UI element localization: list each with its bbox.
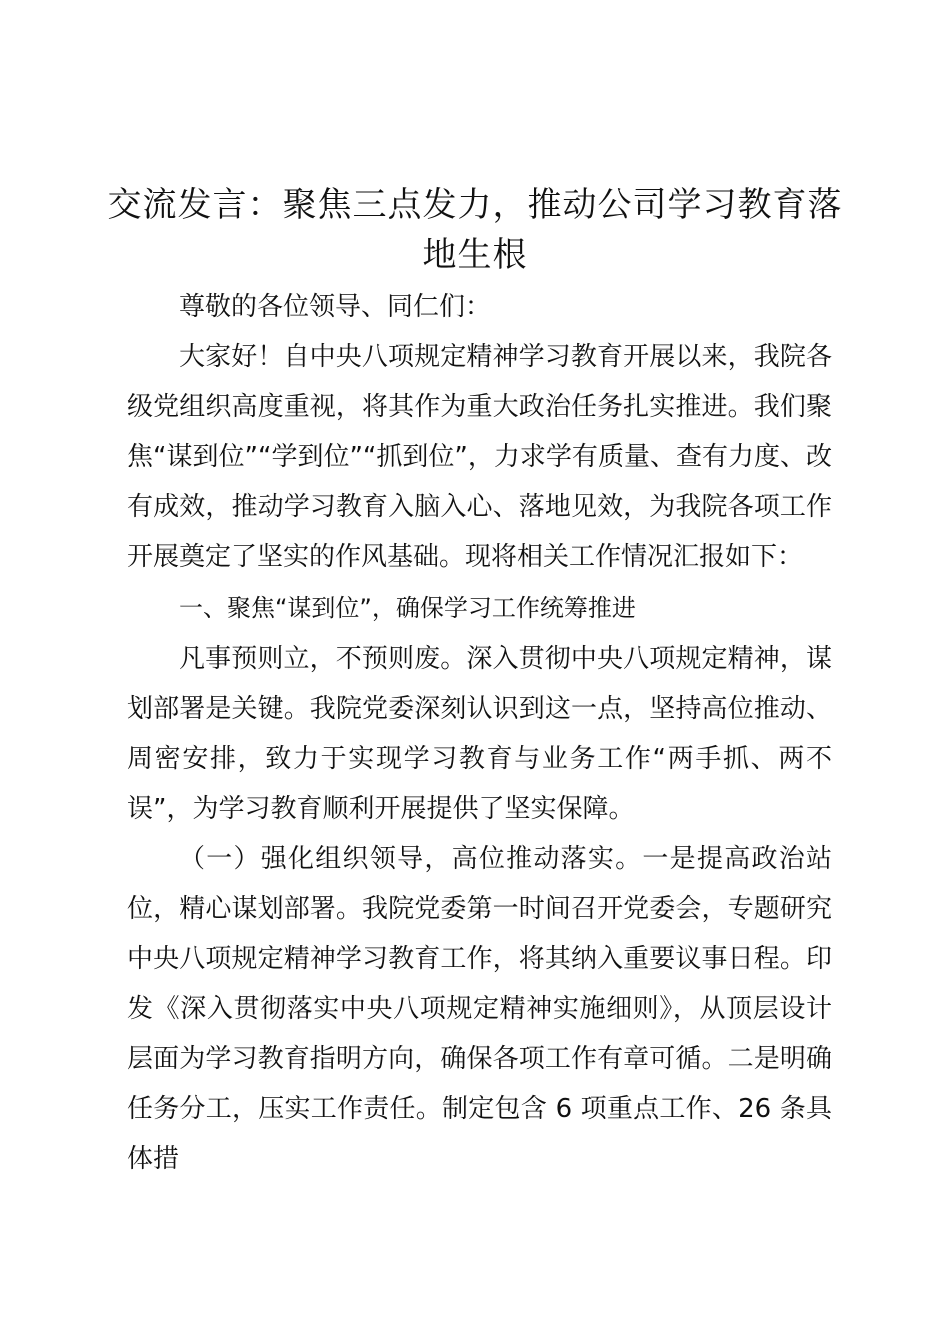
subsection-paragraph: （一）强化组织领导，高位推动落实。一是提高政治站位，精心谋划部署。我院党委第一时间召开党委会，专题研究中央八项规定精神学习教育工作，将其纳入重要议事日程。印发《深入贯彻落实中央八项规定精神实施细则》，从顶层设计层面为学习教育指明方向，确保各项工作有章可循。二是明确任务分工，压实工作责任。制定包含 6 项重点工作、26 条具体措 <box>127 844 832 1174</box>
section-intro-paragraph: 凡事预则立，不预则废。深入贯彻中央八项规定精神，谋划部署是关键。我院党委深刻认识到这一点，坚持高位推动、周密安排，致力于实现学习教育与业务工作“两手抓、两不误”，为学习教育顺利开展提供了坚实保障。 <box>127 644 832 824</box>
salutation: 尊敬的各位领导、同仁们： <box>179 292 492 322</box>
opening-paragraph: 大家好！自中央八项规定精神学习教育开展以来，我院各级党组织高度重视，将其作为重大政治任务扎实推进。我们聚焦“谋到位”“学到位”“抓到位”，力求学有质量、查有力度、改有成效，推动学习教育入脑入心、落地见效，为我院各项工作开展奠定了坚实的作风基础。现将相关工作情况汇报如下： <box>127 342 832 572</box>
section-heading: 一、聚焦“谋到位”，确保学习工作统筹推进 <box>179 594 636 622</box>
document-body <box>127 282 832 1184</box>
document-title: 交流发言：聚焦三点发力，推动公司学习教育落地生根 <box>107 185 843 275</box>
